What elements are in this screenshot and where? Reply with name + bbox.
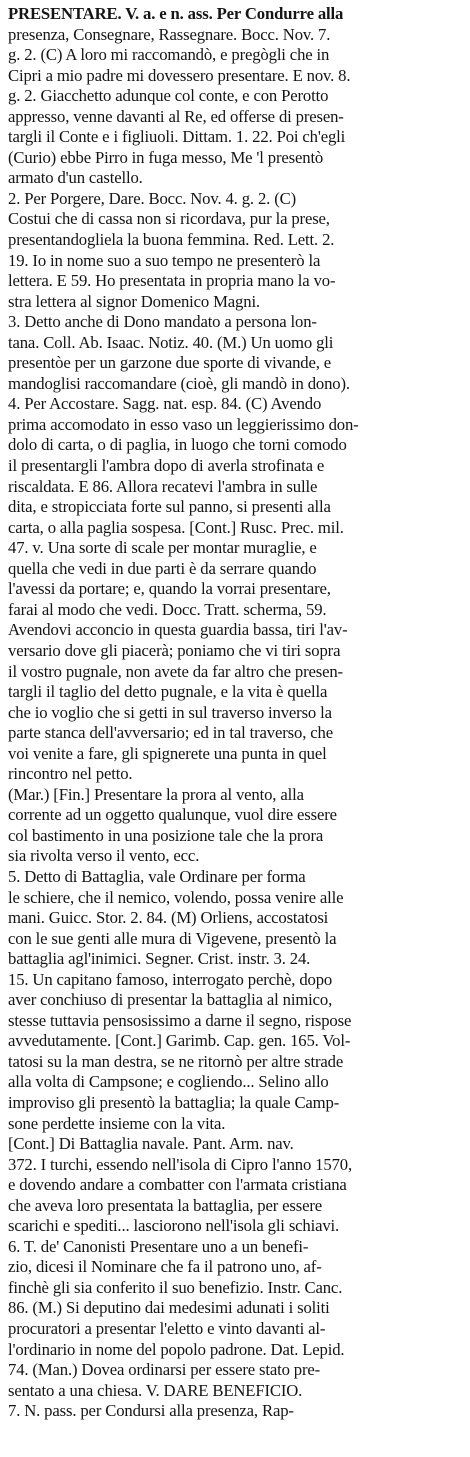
entry-line: tatosi su la man destra, se ne ritornò per altre strade (8, 1051, 344, 1071)
entry-line: (Mar.) [Fin.] Presentare la prora al vento, alla (8, 784, 304, 804)
entry-line: 2. Per Porgere, Dare. Bocc. Nov. 4. g. 2. (C) (8, 188, 296, 208)
entry-line: finchè gli sia conferito il suo benefizio. Instr. Canc. (8, 1277, 343, 1297)
entry-line: dolo di carta, o di paglia, in luogo che torni comodo (8, 435, 347, 455)
entry-line: avvedutamente. [Cont.] Garimb. Cap. gen. 165. Vol- (8, 1031, 351, 1051)
entry-line: 5. Detto di Battaglia, vale Ordinare per forma (8, 866, 306, 886)
entry-line: aver conchiuso di presentar la battaglia al nimico, (8, 990, 333, 1010)
entry-line: mani. Guicc. Stor. 2. 84. (M) Orliens, accostatosi (8, 908, 329, 928)
entry-line: mandoglisi raccomandare (cioè, gli mandò in dono). (8, 373, 350, 393)
entry-line: improviso gli presentò la battaglia; la quale Camp- (8, 1092, 340, 1112)
entry-line: presentòe per un garzone due sporte di vivande, e (8, 353, 332, 373)
entry-line: stesse tuttavia pensosissimo a darne il segno, rispose (8, 1010, 352, 1030)
entry-line: armato d'un castello. (8, 168, 143, 188)
entry-line: [Cont.] Di Battaglia navale. Pant. Arm. nav. (8, 1134, 294, 1154)
entry-line: stra lettera al signor Domenico Magni. (8, 291, 260, 311)
entry-line: col bastimento in una posizione tale che la prora (8, 825, 324, 845)
entry-line: con le sue genti alle mura di Vigevene, presentò la (8, 928, 337, 948)
entry-line: procuratori a presentar l'eletto e vinto davanti al- (8, 1319, 326, 1338)
entry-line: prima accomodato in esso vaso un leggierissimo don- (8, 414, 359, 434)
entry-line: 3. Detto anche di Dono mandato a persona lon- (8, 312, 317, 332)
entry-line: 86. (M.) Si deputino dai medesimi adunati i soliti (8, 1298, 330, 1318)
entry-line: targli il Conte e i figliuoli. Dittam. 1. 22. Poi ch'egli (8, 127, 346, 147)
entry-line: voi venite a fare, gli spignerete una punta in quel (8, 743, 327, 763)
entry-line: riscaldata. E 86. Allora recatevi l'ambra in sulle (8, 476, 318, 496)
entry-line: rincontro nel petto. (8, 764, 133, 784)
entry-line: parte stanca dell'avversario; ed in tal traverso, che (8, 723, 333, 743)
entry-line: sentato a una chiesa. V. DARE BENEFICIO. (8, 1380, 303, 1400)
entry-line: che aveva loro presentata la battaglia, per essere (8, 1195, 323, 1215)
entry-line: sia rivolta verso il vento, ecc. (8, 846, 200, 866)
entry-line: versario dove gli piacerà; poniamo che vi tiri sopra (8, 640, 341, 660)
entry-line: 15. Un capitano famoso, interrogato perchè, dopo (8, 969, 333, 989)
entry-line: g. 2. Giacchetto adunque col conte, e con Perotto (8, 86, 329, 106)
entry-line: PRESENTARE. V. a. e n. ass. Per Condurre alla (8, 4, 344, 23)
entry-line: farai al modo che vedi. Docc. Tratt. scherma, 59. (8, 599, 327, 619)
entry-line: le schiere, che il nemico, volendo, possa venire alle (8, 887, 344, 907)
entry-line: lettera. E 59. Ho presentata in propria mano la vo- (8, 271, 336, 291)
entry-line: (Curio) ebbe Pirro in fuga messo, Me 'l presentò (8, 147, 324, 167)
entry-line: e dovendo andare a combatter con l'armata cristiana (8, 1175, 347, 1195)
entry-line: carta, o alla paglia sospesa. [Cont.] Rusc. Prec. mil. (8, 517, 344, 537)
entry-line: 4. Per Accostare. Sagg. nat. esp. 84. (C) Avendo (8, 394, 322, 414)
entry-line: presentandogliela la buona femmina. Red. Lett. 2. (8, 230, 335, 250)
entry-line: targli il taglio del detto pugnale, e la vita è quella (8, 682, 328, 702)
entry-line: g. 2. (C) A loro mi raccomandò, e pregògli che in (8, 45, 330, 65)
entry-line: 19. Io in nome suo a suo tempo ne presenterò la (8, 250, 321, 270)
entry-line: presenza, Consegnare, Rassegnare. Bocc. Nov. 7. (8, 24, 331, 44)
entry-line: l'avessi da portare; e, quando la vorrai presentare, (8, 579, 331, 599)
entry-line: 6. T. de' Canonisti Presentare uno a un benefi- (8, 1236, 309, 1256)
entry-line: zio, dicesi il Nominare che fa il patrono uno, af- (8, 1257, 322, 1277)
entry-line: tana. Coll. Ab. Isaac. Notiz. 40. (M.) Un uomo gli (8, 332, 334, 352)
entry-line: che io voglio che si getti in sul traverso inverso la (8, 702, 332, 722)
entry-line: 47. v. Una sorte di scale per montar muraglie, e (8, 538, 317, 558)
entry-line: Avendovi acconcio in questa guardia bassa, tiri l'av- (8, 620, 348, 640)
entry-line: sone perdette insieme con la vita. (8, 1113, 226, 1133)
entry-line: 7. N. pass. per Condursi alla presenza, Rap- (8, 1401, 294, 1421)
entry-line: 74. (Man.) Dovea ordinarsi per essere stato pre- (8, 1360, 321, 1380)
entry-line: Cipri a mio padre mi dovessero presentare. E nov. 8. (8, 65, 351, 85)
entry-line: Costui che di cassa non si ricordava, pur la prese, (8, 209, 330, 229)
entry-line: alla volta di Campsone; e cogliendo... Selino allo (8, 1072, 329, 1092)
entry-line: corrente ad un oggetto qualunque, vuol dire essere (8, 805, 337, 825)
entry-line: l'ordinario in nome del popolo padrone. Dat. Lepid. (8, 1339, 345, 1359)
entry-line: il presentargli l'ambra dopo di averla strofinata e (8, 456, 325, 476)
entry-line: dita, e stropicciata forte sul panno, si presenti alla (8, 497, 331, 517)
entry-line: battaglia agl'inimici. Segner. Crist. instr. 3. 24. (8, 949, 311, 969)
entry-line: il vostro pugnale, non avete da far altro che presen- (8, 661, 343, 681)
entry-line: appresso, venne davanti al Re, ed offerse di presen- (8, 106, 344, 126)
entry-line: quella che vedi in due parti è da serrare quando (8, 558, 317, 578)
entry-line: scarichi e spediti... lasciorono nell'isola gli schiavi. (8, 1216, 340, 1236)
entry-line: 372. I turchi, essendo nell'isola di Cipro l'anno 1570, (8, 1154, 352, 1174)
